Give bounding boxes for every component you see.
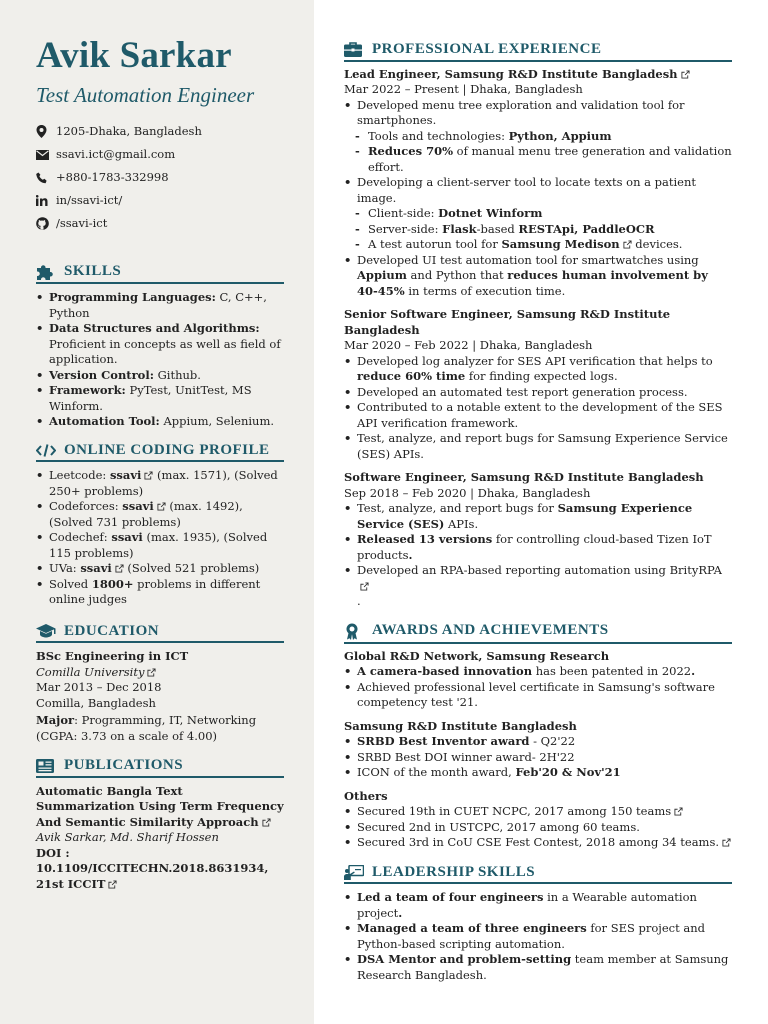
awards-heading: AWARDS AND ACHIEVEMENTS — [344, 623, 732, 644]
list-item: • SRBD Best Inventor award - Q2'22 — [344, 734, 732, 750]
briefcase-icon — [344, 42, 372, 57]
job-entry — [344, 67, 732, 300]
job-meta: Sep 2018 – Feb 2020 | Dhaka, Bangladesh — [344, 485, 591, 500]
list-item: • Solved 1800+ problems in different online judges — [36, 577, 284, 608]
list-item: • Contributed to a notable extent to the development of the SES API verification framework. — [344, 400, 732, 431]
experience-section — [344, 42, 732, 610]
education-entry — [36, 649, 284, 744]
external-link-icon — [108, 880, 117, 889]
list-item: • Achieved professional level certificate in Samsung's software competency test '21. — [344, 680, 732, 711]
award-group — [344, 789, 732, 851]
list-item: • Developed UI test automation tool for smartwatches using Appium and Python that reduces human involvement by 40-45% in terms of execution time. — [344, 253, 732, 300]
job-meta: Mar 2022 – Present | Dhaka, Bangladesh — [344, 82, 583, 96]
coding-heading: ONLINE CODING PROFILE — [36, 443, 284, 463]
list-item[interactable]: - A test autorun tool for Samsung Medison devices. — [344, 237, 732, 253]
list-item: • Data Structures and Algorithms: Proficient in concepts as well as field of application. — [36, 321, 284, 368]
list-item[interactable]: • Leetcode: ssavi (max. 1571), (Solved 250+ problems) — [36, 468, 284, 499]
linkedin-icon — [36, 195, 56, 206]
job-bullets — [344, 501, 732, 610]
newspaper-icon — [36, 759, 64, 773]
external-link-icon — [157, 502, 166, 511]
list-item: • A camera-based innovation has been patented in 2022. — [344, 664, 732, 680]
location-pin-icon — [36, 125, 56, 138]
external-link-icon — [681, 70, 690, 79]
external-link-icon — [623, 240, 632, 249]
list-item: • Led a team of four engineers in a Wearable automation project. — [344, 890, 732, 921]
contact-github[interactable] — [36, 212, 284, 235]
list-item: • Version Control: Github. — [36, 368, 284, 384]
graduation-cap-icon — [36, 624, 64, 638]
phone-icon — [36, 172, 56, 184]
experience-heading: PROFESSIONAL EXPERIENCE — [344, 42, 732, 62]
award-group — [344, 719, 732, 781]
job-entry — [344, 470, 732, 610]
paper-title[interactable]: Automatic Bangla Text Summarization Using Term Frequency And Semantic Similarity Approach — [36, 783, 284, 829]
contact-github-text[interactable]: /ssavi-ict — [56, 215, 108, 230]
education-cgpa: (CGPA: 3.73 on a scale of 4.00) — [36, 728, 218, 743]
job-entry — [344, 307, 732, 462]
list-item: • Developed menu tree exploration and validation tool for smartphones. — [344, 98, 732, 129]
leadership-section — [344, 865, 732, 984]
list-item[interactable]: • Codeforces: ssavi (max. 1492), (Solved 731 problems) — [36, 499, 284, 530]
education-major: Major: Programming, IT, Networking — [36, 713, 257, 727]
external-link-icon — [262, 818, 271, 827]
contact-linkedin[interactable] — [36, 189, 284, 212]
list-item: • Test, analyze, and report bugs for Samsung Experience Service (SES) APIs. — [344, 501, 732, 532]
leadership-list — [344, 890, 732, 983]
external-link-icon — [674, 807, 683, 816]
school[interactable]: Comilla University — [36, 665, 284, 681]
education-section — [36, 624, 284, 745]
contact-linkedin-text[interactable]: in/ssavi-ict/ — [56, 192, 123, 207]
list-item: • Developing a client-server tool to locate texts on a patient image. — [344, 175, 732, 206]
sidebar — [0, 0, 314, 1024]
presentation-board-icon — [344, 865, 372, 880]
code-icon — [36, 444, 64, 457]
job-bullets — [344, 98, 732, 300]
external-link-icon — [722, 838, 731, 847]
list-item[interactable]: • Secured 19th in CUET NCPC, 2017 among 150 teams — [344, 804, 732, 820]
envelope-icon — [36, 150, 56, 160]
coding-section — [36, 443, 284, 608]
paper-authors: Avik Sarkar, Md. Sharif Hossen — [36, 830, 219, 844]
main-content — [314, 0, 768, 1024]
contact-email[interactable] — [36, 143, 284, 166]
candidate-name: Avik Sarkar — [36, 35, 232, 76]
list-item: - Server-side: Flask-based RESTApi, PaddleOCR — [344, 222, 732, 238]
contact-location — [36, 120, 284, 143]
list-item: • Managed a team of three engineers for SES project and Python-based scripting automation. — [344, 921, 732, 952]
list-item: - Tools and technologies: Python, Appium — [344, 129, 732, 145]
contact-location-text: 1205-Dhaka, Bangladesh — [56, 123, 202, 138]
job-bullets — [344, 354, 732, 463]
list-item: • Secured 2nd in USTCPC, 2017 among 60 teams. — [344, 820, 732, 836]
education-place: Comilla, Bangladesh — [36, 695, 156, 710]
doi-value[interactable]: 10.1109/ICCITECHN.2018.8631934, 21st ICCIT — [36, 861, 269, 891]
list-item: • ICON of the month award, Feb'20 & Nov'21 — [344, 765, 732, 781]
list-item: • Test, analyze, and report bugs for Samsung Experience Service (SES) APIs. — [344, 431, 732, 462]
awards-section — [344, 623, 732, 851]
skills-list — [36, 290, 284, 430]
list-item[interactable]: • Codechef: ssavi (max. 1935), (Solved 115 problems) — [36, 530, 284, 561]
education-heading: EDUCATION — [36, 624, 284, 644]
education-dates: Mar 2013 – Dec 2018 — [36, 680, 162, 694]
list-item[interactable]: • UVa: ssavi (Solved 521 problems) — [36, 561, 284, 577]
list-item: • Released 13 versions for controlling cloud-based Tizen IoT products. — [344, 532, 732, 563]
list-item: • Programming Languages: C, C++, Python — [36, 290, 284, 321]
doi-label: DOI : — [36, 845, 70, 860]
contact-phone[interactable] — [36, 166, 284, 189]
list-item: • SRBD Best DOI winner award- 2H'22 — [344, 750, 732, 766]
list-item: • DSA Mentor and problem-setting team member at Samsung Research Bangladesh. — [344, 952, 732, 983]
list-item: • Automation Tool: Appium, Selenium. — [36, 414, 284, 430]
award-group-title: Others — [344, 788, 388, 803]
contact-phone-text[interactable]: +880-1783-332998 — [56, 169, 169, 184]
award-group-title: Samsung R&D Institute Bangladesh — [344, 718, 577, 733]
skills-section — [36, 264, 284, 430]
skills-heading: SKILLS — [36, 264, 284, 284]
list-item: • Developed an automated test report generation process. — [344, 385, 732, 401]
contact-email-text[interactable]: ssavi.ict@gmail.com — [56, 146, 176, 161]
leadership-heading: LEADERSHIP SKILLS — [344, 865, 732, 885]
award-group — [344, 649, 732, 711]
degree: BSc Engineering in ICT — [36, 649, 189, 663]
contact-list — [36, 120, 284, 235]
coding-list — [36, 468, 284, 608]
github-icon — [36, 217, 56, 230]
list-item: - Reduces 70% of manual menu tree generation and validation effort. — [344, 144, 732, 175]
external-link-icon — [115, 564, 124, 573]
external-link-icon — [147, 668, 156, 677]
list-item: - Client-side: Dotnet Winform — [344, 206, 732, 222]
publication-entry — [36, 784, 284, 893]
award-group-title: Global R&D Network, Samsung Research — [344, 648, 610, 663]
publications-heading: PUBLICATIONS — [36, 758, 284, 778]
list-item: • Framework: PyTest, UnitTest, MS Winform. — [36, 383, 284, 414]
job-title: Software Engineer, Samsung R&D Institute Bangladesh — [344, 470, 704, 484]
job-title[interactable]: Lead Engineer, Samsung R&D Institute Bangladesh — [344, 67, 732, 83]
job-title: Senior Software Engineer, Samsung R&D Institute Bangladesh — [344, 307, 671, 337]
puzzle-icon — [36, 264, 64, 280]
award-medal-icon — [344, 623, 372, 640]
list-item: • Developed log analyzer for SES API verification that helps to reduce 60% time for finding expected logs. — [344, 354, 732, 385]
publications-section — [36, 758, 284, 892]
job-meta: Mar 2020 – Feb 2022 | Dhaka, Bangladesh — [344, 338, 593, 352]
candidate-role: Test Automation Engineer — [36, 83, 255, 107]
list-item[interactable]: • Secured 3rd in CoU CSE Fest Contest, 2018 among 34 teams. — [344, 835, 732, 851]
list-item[interactable]: • Developed an RPA-based reporting automation using BrityRPA . — [344, 563, 732, 610]
external-link-icon — [360, 582, 369, 591]
